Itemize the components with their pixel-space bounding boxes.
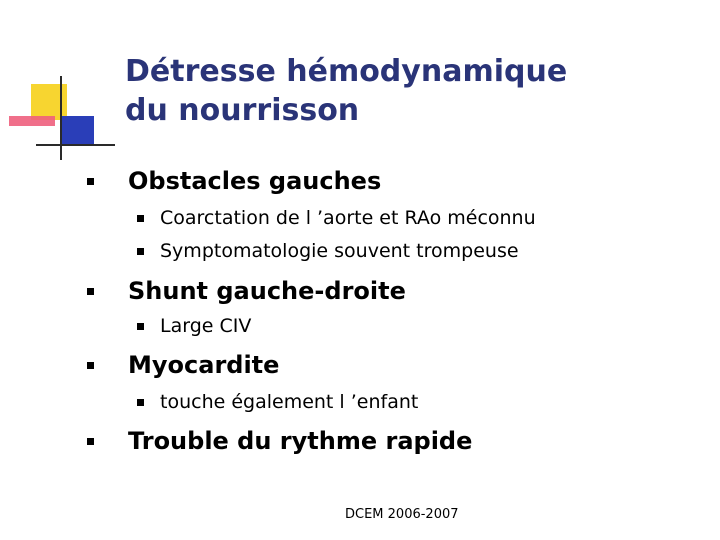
bullet-text: Myocardite <box>128 351 280 379</box>
subbullet-text: Symptomatologie souvent trompeuse <box>160 240 519 262</box>
title-line-2: du nourrisson <box>125 93 360 128</box>
subbullet-large-civ <box>160 313 251 339</box>
square-bullet-icon <box>87 288 94 295</box>
subbullet-text: touche également l ’enfant <box>160 391 419 413</box>
square-bullet-icon <box>137 215 144 222</box>
square-bullet-icon <box>137 399 144 406</box>
bullet-text: Trouble du rythme rapide <box>128 427 473 455</box>
square-bullet-icon <box>137 248 144 255</box>
slide-footer: DCEM 2006-2007 <box>345 507 459 522</box>
square-bullet-icon <box>137 323 144 330</box>
bullet-text: Obstacles gauches <box>128 167 382 195</box>
square-bullet-icon <box>87 438 94 445</box>
subbullet-symptomatologie <box>160 238 519 264</box>
subbullet-touche-enfant <box>160 389 418 415</box>
bullet-obstacles-gauches <box>128 166 381 196</box>
subbullet-text: Large CIV <box>160 315 252 337</box>
square-bullet-icon <box>87 178 94 185</box>
subbullet-text: Coarctation de l ’aorte et RAo méconnu <box>160 207 536 229</box>
bullet-trouble-rythme <box>128 426 472 456</box>
bullet-shunt-gauche-droite <box>128 276 406 306</box>
bullet-text: Shunt gauche-droite <box>128 277 406 305</box>
square-bullet-icon <box>87 362 94 369</box>
bullet-myocardite <box>128 350 279 380</box>
title-line-1: Détresse hémodynamique <box>125 54 568 89</box>
subbullet-coarctation <box>160 205 536 231</box>
